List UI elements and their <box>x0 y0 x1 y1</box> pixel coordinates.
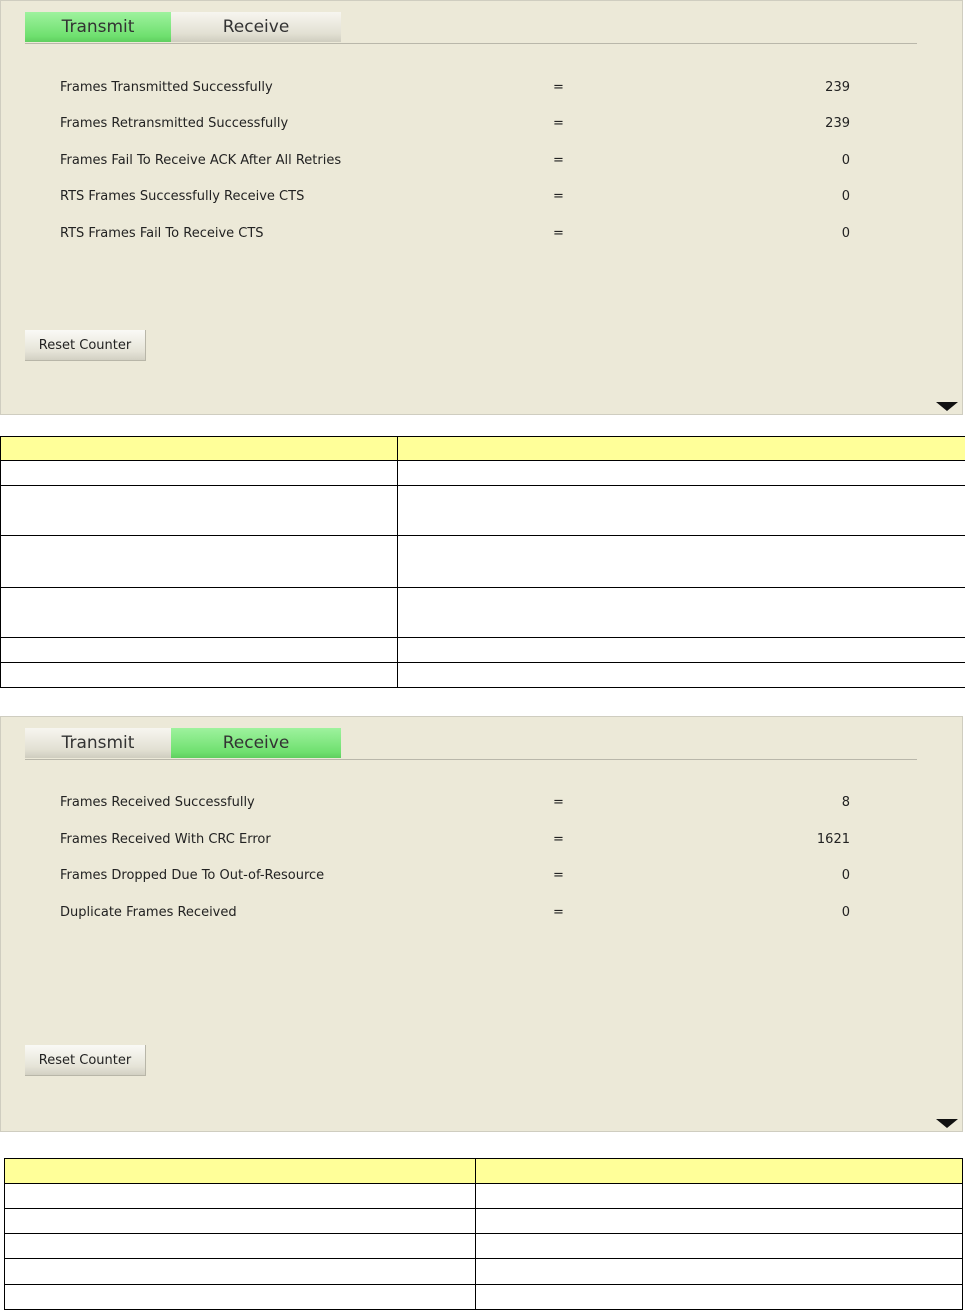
table-cell <box>5 1209 476 1234</box>
stat-value: 0 <box>841 153 850 168</box>
table-row <box>5 1259 963 1285</box>
table-cell <box>5 1285 476 1310</box>
stat-equals: = <box>553 832 564 847</box>
reset-counter-button[interactable]: Reset Counter <box>25 1045 146 1076</box>
table-cell <box>5 1184 476 1209</box>
table-cell <box>398 536 965 588</box>
transmit-description-table <box>0 436 965 688</box>
transmit-statistics-panel <box>0 0 963 415</box>
stat-row <box>60 832 860 852</box>
table-cell <box>398 461 965 486</box>
stat-row <box>60 80 860 100</box>
table-cell <box>398 437 965 461</box>
table-cell <box>476 1285 963 1310</box>
table-cell <box>476 1234 963 1259</box>
stat-equals: = <box>553 116 564 131</box>
stat-row <box>60 153 860 173</box>
stat-row <box>60 226 860 246</box>
stat-equals: = <box>553 80 564 95</box>
table-cell <box>476 1159 963 1184</box>
stat-row <box>60 868 860 888</box>
table-cell <box>1 461 398 486</box>
table-cell <box>1 638 398 663</box>
tab-bar <box>25 12 917 44</box>
tab-receive[interactable]: Receive <box>171 12 341 42</box>
stat-equals: = <box>553 868 564 883</box>
reset-counter-button[interactable]: Reset Counter <box>25 330 146 361</box>
table-row <box>1 638 965 663</box>
stat-label: Frames Retransmitted Successfully <box>60 116 289 131</box>
stat-label: Frames Received Successfully <box>60 795 255 810</box>
receive-statistics-panel <box>0 716 963 1132</box>
table-row <box>5 1234 963 1259</box>
stat-value: 0 <box>841 189 850 204</box>
receive-description-table <box>4 1158 963 1310</box>
stat-value: 239 <box>825 80 850 95</box>
stat-value: 1621 <box>816 832 850 847</box>
table-cell <box>5 1259 476 1285</box>
table-cell <box>476 1184 963 1209</box>
stat-value: 0 <box>841 226 850 241</box>
stat-label: Frames Fail To Receive ACK After All Retries <box>60 153 342 168</box>
stat-equals: = <box>553 905 564 920</box>
table-cell <box>398 638 965 663</box>
scroll-down-arrow-icon[interactable] <box>936 1119 958 1128</box>
stat-row <box>60 905 860 925</box>
stat-label: Frames Transmitted Successfully <box>60 80 273 95</box>
stat-label: RTS Frames Fail To Receive CTS <box>60 226 264 241</box>
stat-label: Frames Received With CRC Error <box>60 832 271 847</box>
table-cell <box>398 486 965 536</box>
stat-value: 239 <box>825 116 850 131</box>
table-row <box>1 461 965 486</box>
table-cell <box>1 536 398 588</box>
stat-equals: = <box>553 153 564 168</box>
table-cell <box>1 486 398 536</box>
table-cell <box>1 437 398 461</box>
table-cell <box>5 1159 476 1184</box>
stat-label: RTS Frames Successfully Receive CTS <box>60 189 305 204</box>
stat-row <box>60 116 860 136</box>
stat-value: 0 <box>841 905 850 920</box>
stat-equals: = <box>553 226 564 241</box>
table-header-row <box>5 1159 963 1184</box>
table-row <box>1 486 965 536</box>
stat-value: 0 <box>841 868 850 883</box>
table-cell <box>476 1259 963 1285</box>
tab-receive[interactable]: Receive <box>171 728 341 758</box>
stat-row <box>60 795 860 815</box>
stat-equals: = <box>553 795 564 810</box>
table-row <box>1 588 965 638</box>
table-row <box>5 1285 963 1310</box>
table-cell <box>476 1209 963 1234</box>
table-row <box>1 663 965 688</box>
table-row <box>5 1184 963 1209</box>
table-cell <box>398 588 965 638</box>
stat-label: Frames Dropped Due To Out-of-Resource <box>60 868 325 883</box>
table-cell <box>5 1234 476 1259</box>
table-cell <box>1 663 398 688</box>
stat-label: Duplicate Frames Received <box>60 905 237 920</box>
stat-row <box>60 189 860 209</box>
table-header-row <box>1 437 965 461</box>
table-row <box>1 536 965 588</box>
table-row <box>5 1209 963 1234</box>
table-cell <box>398 663 965 688</box>
scroll-down-arrow-icon[interactable] <box>936 402 958 411</box>
tab-transmit[interactable]: Transmit <box>25 728 171 758</box>
table-cell <box>1 588 398 638</box>
tab-transmit[interactable]: Transmit <box>25 12 171 42</box>
stat-value: 8 <box>841 795 850 810</box>
stat-equals: = <box>553 189 564 204</box>
tab-bar <box>25 728 917 760</box>
